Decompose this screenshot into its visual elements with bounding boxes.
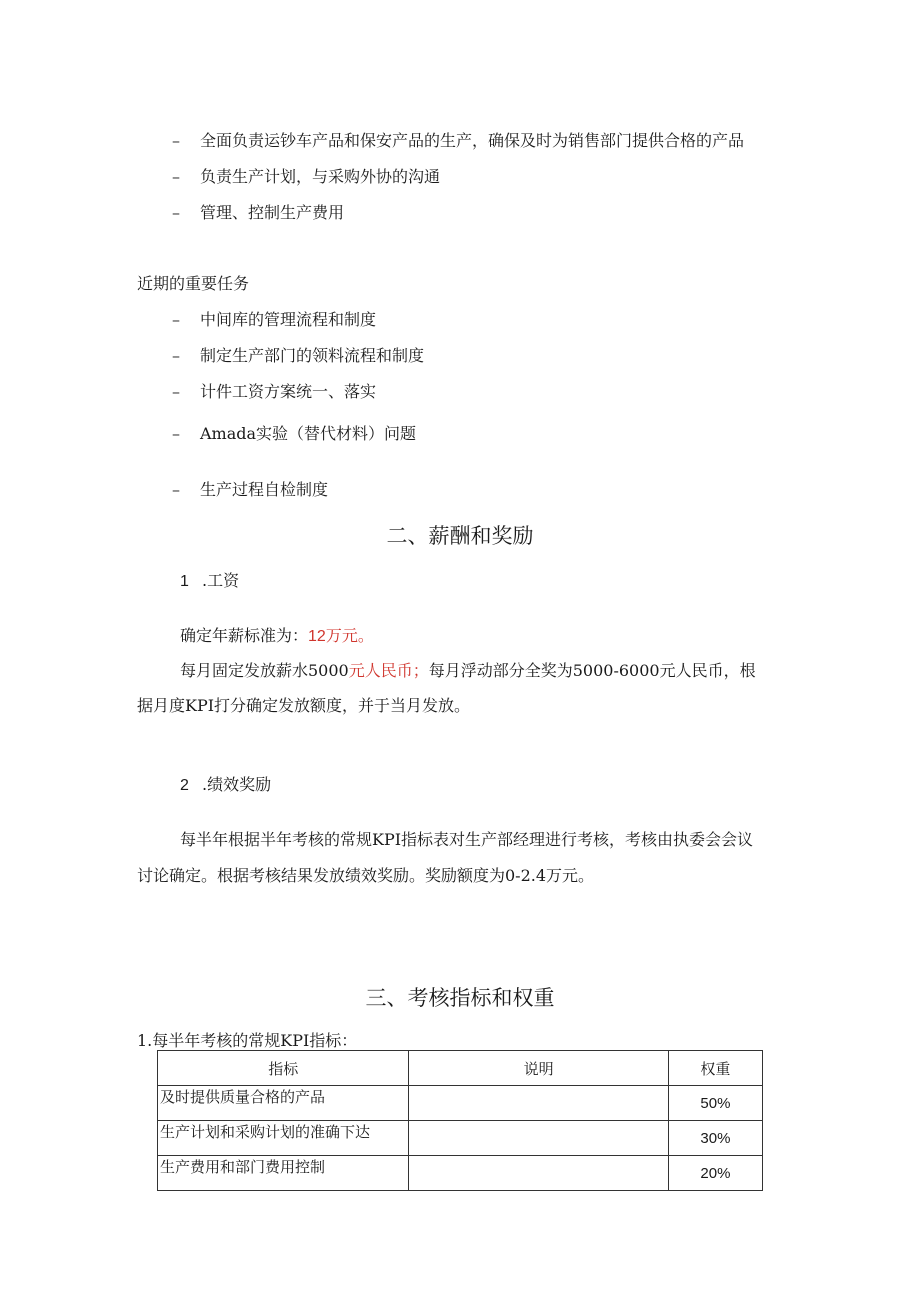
resp-item	[172, 167, 440, 187]
bullet-dash: –	[172, 310, 180, 329]
task-item	[172, 424, 416, 444]
salary-standard-line	[180, 626, 374, 647]
subsection-label: .工资	[202, 571, 240, 590]
bullet-dash: –	[172, 203, 180, 222]
salary-monthly-text: 每月固定发放薪水5000	[180, 661, 349, 680]
column-header-indicator: 指标	[158, 1051, 409, 1086]
tasks-heading: 近期的重要任务	[137, 274, 250, 293]
salary-floating-text: 每月浮动部分全奖为5000-6000元人民币，根	[428, 661, 756, 680]
description-cell	[409, 1121, 668, 1156]
subsection-number: 1	[180, 573, 189, 590]
bonus-line-b: 讨论确定。根据考核结果发放绩效奖励。奖励额度为0-2.4万元。	[137, 866, 595, 885]
salary-monthly-currency: 元人民币；	[348, 661, 429, 680]
salary-standard-value: 12万元。	[308, 628, 374, 645]
subsection-salary	[180, 571, 239, 592]
subsection-label: .绩效奖励	[202, 775, 272, 794]
description-cell	[409, 1156, 668, 1191]
task-item	[172, 480, 328, 500]
resp-item-text: 全面负责运钞车产品和保安产品的生产，确保及时为销售部门提供合格的产品	[200, 131, 745, 150]
table-header-row	[158, 1051, 763, 1086]
salary-kpi-line: 据月度KPI打分确定发放额度，并于当月发放。	[137, 696, 471, 715]
task-item	[172, 382, 376, 402]
indicator-cell: 生产费用和部门费用控制	[158, 1156, 409, 1191]
indicator-cell: 生产计划和采购计划的准确下达	[158, 1121, 409, 1156]
column-header-description: 说明	[409, 1051, 668, 1086]
bullet-dash: –	[172, 131, 180, 150]
column-header-weight: 权重	[668, 1051, 762, 1086]
bullet-dash: –	[172, 346, 180, 365]
salary-monthly-line	[180, 661, 756, 681]
task-item	[172, 310, 376, 330]
task-item	[172, 346, 424, 366]
resp-item-text: 负责生产计划，与采购外协的沟通	[200, 167, 441, 186]
task-item-text: 生产过程自检制度	[200, 480, 329, 499]
resp-item-text: 管理、控制生产费用	[200, 203, 345, 222]
subsection-number: 2	[180, 777, 189, 794]
task-item-text: 中间库的管理流程和制度	[200, 310, 377, 329]
bullet-dash: –	[172, 167, 180, 186]
table-row	[158, 1156, 763, 1191]
subsection-bonus	[180, 775, 271, 796]
resp-item	[172, 203, 344, 223]
salary-standard-label: 确定年薪标准为：	[180, 626, 309, 645]
description-cell	[409, 1086, 668, 1121]
table-caption: 1.每半年考核的常规KPI指标：	[137, 1031, 358, 1050]
table-row	[158, 1121, 763, 1156]
section-title-kpi: 三、考核指标和权重	[365, 986, 555, 1010]
table-row	[158, 1086, 763, 1121]
bullet-dash: –	[172, 424, 180, 443]
bullet-dash: –	[172, 382, 180, 401]
bullet-dash: –	[172, 480, 180, 499]
indicator-cell: 及时提供质量合格的产品	[158, 1086, 409, 1121]
section-title-compensation: 二、薪酬和奖励	[386, 524, 534, 548]
weight-cell: 20%	[668, 1156, 762, 1191]
weight-cell: 50%	[668, 1086, 762, 1121]
resp-item	[172, 131, 744, 151]
task-item-text: 计件工资方案统一、落实	[200, 382, 377, 401]
task-item-text: Amada实验（替代材料）问题	[200, 424, 417, 443]
bonus-line-a: 每半年根据半年考核的常规KPI指标表对生产部经理进行考核，考核由执委会会议	[180, 830, 754, 849]
kpi-table	[157, 1050, 763, 1191]
task-item-text: 制定生产部门的领料流程和制度	[200, 346, 425, 365]
weight-cell: 30%	[668, 1121, 762, 1156]
